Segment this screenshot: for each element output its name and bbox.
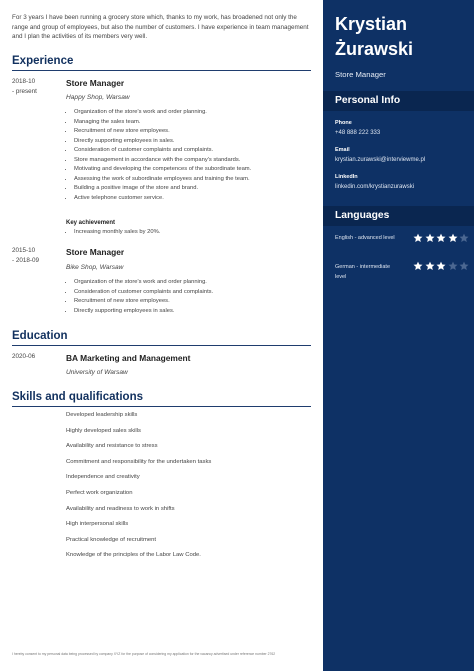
education-school: University of Warsaw: [66, 369, 128, 376]
skill-item: Perfect work organization: [66, 489, 133, 496]
skill-item: Independence and creativity: [66, 474, 140, 481]
skill-item: Practical knowledge of recruitment: [66, 536, 157, 543]
star-empty-icon: [448, 261, 460, 271]
star-empty-icon: [459, 261, 471, 271]
duty-item: • Store management in accordance with the company's standards.: [74, 156, 319, 166]
job-2-duties: [64, 278, 319, 316]
email-label: Email: [335, 147, 350, 153]
skill-item: Availability and resistance to stress: [66, 443, 158, 450]
skills-divider: [12, 406, 311, 407]
duty-item: • Assessing the work of subordinate employees and training the team.: [74, 175, 319, 185]
experience-heading: Experience: [12, 55, 74, 67]
duty-item: • Building a positive image of the store and brand.: [74, 184, 319, 194]
star-filled-icon: [448, 233, 460, 243]
phone-label: Phone: [335, 120, 352, 126]
job-2-company: Bike Shop, Warsaw: [66, 264, 124, 271]
job-1-key-achievements: [64, 228, 319, 238]
duty-item: • Consideration of customer complaints and complaints.: [74, 146, 319, 156]
job-1-date: [12, 77, 54, 96]
language-1-rating: [413, 233, 471, 243]
star-filled-icon: [413, 261, 425, 271]
star-filled-icon: [425, 233, 437, 243]
duty-item: • Organization of the store's work and order planning.: [74, 278, 319, 288]
job-2-title: Store Manager: [66, 247, 125, 257]
job-2-date-start: 2015-10: [12, 247, 36, 254]
language-2-name: German - intermediate level: [335, 264, 391, 281]
languages-band: [323, 206, 474, 226]
education-divider: [12, 345, 311, 346]
duty-item: • Directly supporting employees in sales.: [74, 137, 319, 147]
languages-heading: Languages: [335, 210, 390, 221]
job-2-date-end: - 2018-09: [12, 256, 39, 264]
skill-item: Highly developed sales skills: [66, 427, 141, 434]
skill-item: High interpersonal skills: [66, 521, 129, 528]
job-1-date-end: - present: [12, 87, 37, 95]
star-filled-icon: [425, 261, 437, 271]
phone-value: +48 888 222 333: [335, 130, 381, 136]
duty-item: • Consideration of customer complaints and complaints.: [74, 288, 319, 298]
duty-item: • Directly supporting employees in sales.: [74, 307, 319, 317]
email-value[interactable]: krystian.zurawski@interviewme.pl: [335, 157, 426, 163]
skills-heading: Skills and qualifications: [12, 391, 144, 403]
star-filled-icon: [436, 261, 448, 271]
candidate-role: Store Manager: [335, 70, 386, 79]
skills-list: [66, 410, 306, 566]
skill-item: Knowledge of the principles of the Labor Law Code.: [66, 552, 201, 559]
language-2-rating: [413, 261, 471, 271]
duty-item: • Motivating and developing the competences of the subordinate team.: [74, 165, 319, 175]
linkedin-label: LinkedIn: [335, 174, 358, 180]
language-1-name: English - advanced level: [335, 235, 395, 241]
duty-item: • Organization of the store's work and order planning.: [74, 108, 319, 118]
consent-clause: I hereby consent to my personal data being processed by company XYZ for the purpose of considering my application for the vacancy advertised under reference number 2762: [12, 652, 276, 656]
duty-item: • Recruitment of new store employees.: [74, 297, 319, 307]
linkedin-value[interactable]: linkedin.com/krystianzurawski: [335, 184, 415, 190]
duty-item: • Active telephone customer service.: [74, 194, 319, 204]
experience-divider: [12, 70, 311, 71]
duty-item: • Recruitment of new store employees.: [74, 127, 319, 137]
education-heading: Education: [12, 330, 68, 342]
duty-item: • Managing the sales team.: [74, 118, 319, 128]
star-empty-icon: [459, 233, 471, 243]
personal-info-band: [323, 91, 474, 111]
sidebar: [323, 0, 474, 671]
job-1-title: Store Manager: [66, 78, 125, 88]
job-1-key-achievement-label: Key achievement: [66, 220, 116, 226]
skill-item: Availability and readiness to work in shifts: [66, 505, 175, 512]
profile-summary: For 3 years I have been running a grocery store which, thanks to my work, has broadened not only the range and group of employees, but also the number of customers. I have experience in team management and I plan the activities of its members very well.: [12, 14, 309, 41]
job-2-date: [12, 246, 54, 265]
skill-item: Commitment and responsibility for the undertaken tasks: [66, 458, 212, 465]
education-date: 2020-06: [12, 353, 36, 360]
job-1-date-start: 2018-10: [12, 78, 36, 85]
education-degree: BA Marketing and Management: [66, 353, 191, 363]
star-filled-icon: [436, 233, 448, 243]
personal-info-heading: Personal Info: [335, 95, 401, 106]
job-1-duties: [64, 108, 319, 203]
job-1-company: Happy Shop, Warsaw: [66, 94, 130, 101]
star-filled-icon: [413, 233, 425, 243]
skill-item: Developed leadership skills: [66, 412, 138, 418]
achievement-item: • Increasing monthly sales by 20%.: [74, 228, 319, 238]
candidate-name: Krystian Żurawski: [335, 14, 414, 59]
